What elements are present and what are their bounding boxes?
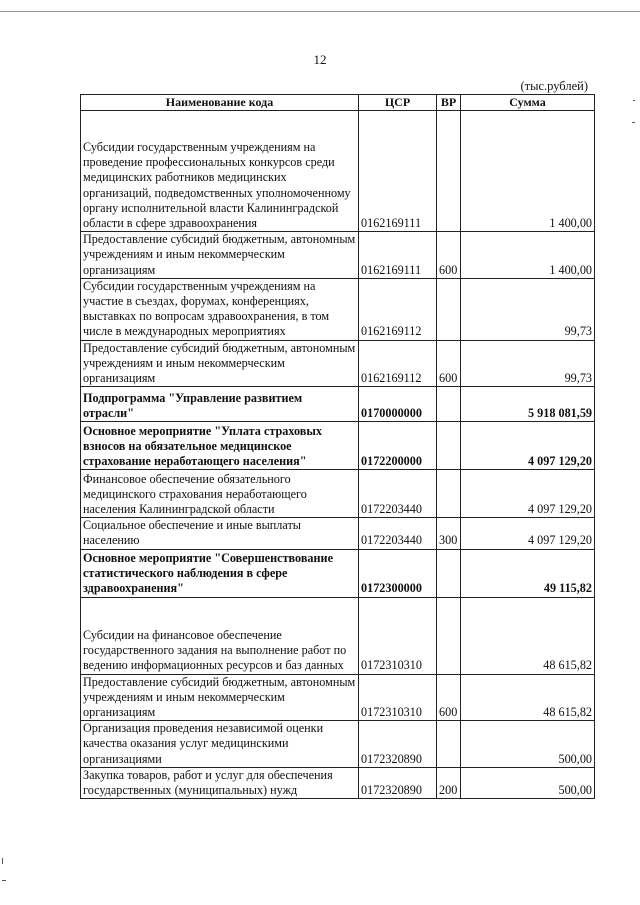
table-row <box>81 278 595 340</box>
cell-name: Основное мероприятие "Уплата страховых взносов на обязательное медицинское страхование неработающего населения" <box>81 422 359 470</box>
table-row <box>81 549 595 597</box>
cell-csr: 0162169112 <box>359 278 437 340</box>
cell-name: Основное мероприятие "Совершенствование статистического наблюдения в сфере здравоохранения" <box>81 549 359 597</box>
table-row <box>81 470 595 518</box>
cell-csr: 0172320890 <box>359 767 437 798</box>
cell-name: Финансовое обеспечение обязательного медицинского страхования неработающего населения Калининградской области <box>81 470 359 518</box>
cell-csr: 0170000000 <box>359 387 437 422</box>
cell-csr: 0172310310 <box>359 597 437 674</box>
cell-sum: 5 918 081,59 <box>461 387 595 422</box>
table-row <box>81 387 595 422</box>
page-number: 12 <box>313 52 327 67</box>
cell-name: Предоставление субсидий бюджетным, автономным учреждениям и иным некоммерческим организациям <box>81 674 359 721</box>
cell-vr: 600 <box>437 340 461 387</box>
cell-csr: 0172300000 <box>359 549 437 597</box>
cell-sum: 4 097 129,20 <box>461 422 595 470</box>
cell-vr <box>437 721 461 768</box>
table-row <box>81 721 595 768</box>
units-label: (тыс.рублей) <box>520 79 588 93</box>
cell-vr: 600 <box>437 674 461 721</box>
cell-vr <box>437 387 461 422</box>
cell-vr <box>437 597 461 674</box>
cell-name: Предоставление субсидий бюджетным, автономным учреждениям и иным некоммерческим организациям <box>81 340 359 387</box>
cell-vr <box>437 470 461 518</box>
cell-name: Закупка товаров, работ и услуг для обеспечения государственных (муниципальных) нужд <box>81 767 359 798</box>
cell-name: Субсидии государственным учреждениям на участие в съездах, форумах, конференциях, выставках по вопросам здравоохранения, в том числе в международных мероприятиях <box>81 278 359 340</box>
table-row <box>81 422 595 470</box>
cell-sum: 4 097 129,20 <box>461 518 595 549</box>
cell-csr: 0172310310 <box>359 674 437 721</box>
table-row <box>81 674 595 721</box>
cell-vr <box>437 278 461 340</box>
margin-mark-right-2 <box>632 122 635 123</box>
table-row <box>81 340 595 387</box>
cell-sum: 4 097 129,20 <box>461 470 595 518</box>
cell-csr: 0172200000 <box>359 422 437 470</box>
cell-sum: 99,73 <box>461 340 595 387</box>
cell-vr <box>437 422 461 470</box>
cell-csr: 0162169111 <box>359 111 437 232</box>
budget-table <box>80 94 595 799</box>
cell-name: Субсидии государственным учреждениям на проведение профессиональных конкурсов среди медицинских работников медицинских организаций, подведомственных уполномоченному органу исполнительной власти Калининградской области в сфере здравоохранения <box>81 111 359 232</box>
cell-sum: 1 400,00 <box>461 232 595 279</box>
header-vr: ВР <box>437 95 461 111</box>
cell-name: Субсидии на финансовое обеспечение государственного задания на выполнение работ по ведению информационных ресурсов и баз данных <box>81 597 359 674</box>
cell-vr: 300 <box>437 518 461 549</box>
top-scan-rule <box>0 11 640 12</box>
header-name: Наименование кода <box>81 95 359 111</box>
margin-mark-left-1 <box>2 858 3 864</box>
cell-csr: 0162169112 <box>359 340 437 387</box>
table-header-row <box>81 95 595 111</box>
table-row <box>81 597 595 674</box>
table-row <box>81 232 595 279</box>
cell-csr: 0162169111 <box>359 232 437 279</box>
cell-sum: 48 615,82 <box>461 674 595 721</box>
cell-vr <box>437 549 461 597</box>
header-sum: Сумма <box>461 95 595 111</box>
cell-name: Предоставление субсидий бюджетным, автономным учреждениям и иным некоммерческим организациям <box>81 232 359 279</box>
cell-csr: 0172203440 <box>359 518 437 549</box>
table-row <box>81 518 595 549</box>
cell-sum: 500,00 <box>461 767 595 798</box>
margin-mark-right-1 <box>633 100 635 101</box>
cell-name: Социальное обеспечение и иные выплаты населению <box>81 518 359 549</box>
table-row <box>81 111 595 232</box>
cell-csr: 0172320890 <box>359 721 437 768</box>
header-csr: ЦСР <box>359 95 437 111</box>
margin-mark-left-2 <box>2 880 6 881</box>
cell-vr: 600 <box>437 232 461 279</box>
cell-name: Организация проведения независимой оценки качества оказания услуг медицинскими организациями <box>81 721 359 768</box>
cell-vr: 200 <box>437 767 461 798</box>
table-row <box>81 767 595 798</box>
cell-name: Подпрограмма "Управление развитием отрасли" <box>81 387 359 422</box>
cell-vr <box>437 111 461 232</box>
cell-sum: 1 400,00 <box>461 111 595 232</box>
cell-sum: 48 615,82 <box>461 597 595 674</box>
cell-sum: 500,00 <box>461 721 595 768</box>
cell-sum: 49 115,82 <box>461 549 595 597</box>
cell-csr: 0172203440 <box>359 470 437 518</box>
cell-sum: 99,73 <box>461 278 595 340</box>
